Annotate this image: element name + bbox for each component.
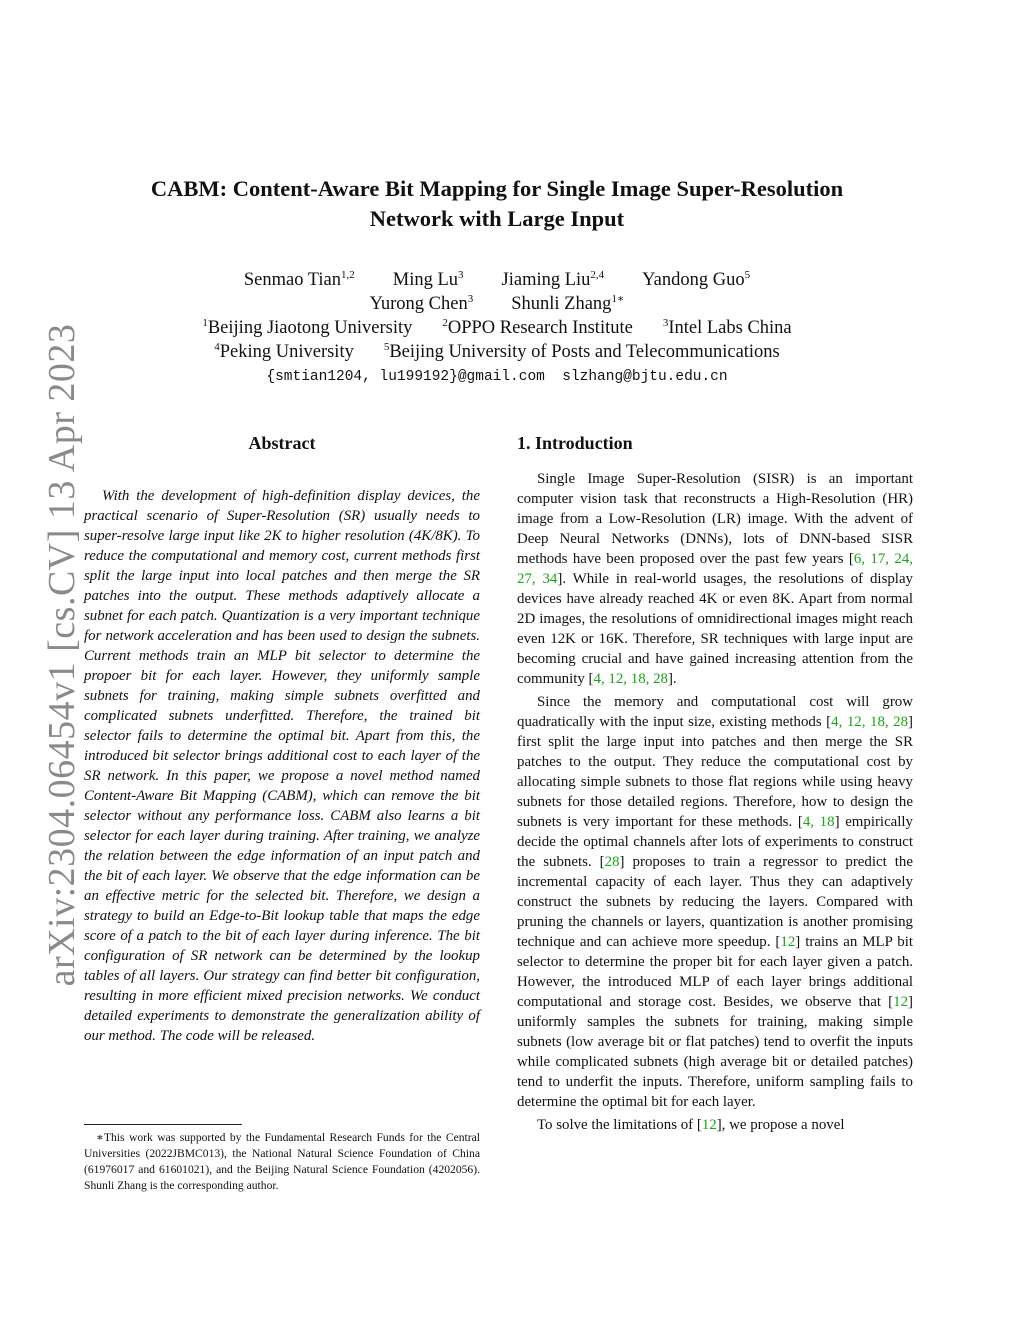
title-line-1: CABM: Content-Aware Bit Mapping for Single Image Super-Resolution [150, 176, 844, 201]
arxiv-identifier: arXiv:2304.06454v1 [cs.CV] 13 Apr 2023 [41, 323, 83, 987]
citation-link[interactable]: 28 [604, 854, 620, 870]
affiliation: $^4$Peking University [214, 341, 354, 362]
citation-link[interactable]: 12 [893, 994, 909, 1010]
authors-row-2 [100, 294, 894, 315]
citation-link[interactable]: 12 [701, 1117, 717, 1133]
affiliation: $^3$Intel Labs China [662, 317, 792, 338]
author: Yurong Chen$^3$ [369, 293, 474, 314]
affiliations-row-1 [100, 318, 894, 339]
author-emails: {smtian1204, lu199192}@gmail.com slzhang@bjtu.edu.cn [266, 369, 728, 385]
citation-link[interactable]: 4, 12, 18, 28 [593, 671, 668, 687]
footnote-rule [84, 1124, 242, 1125]
author: Senmao Tian$^{1,2}$ [243, 269, 355, 290]
affiliations-row-2 [100, 342, 894, 363]
paper-title [100, 174, 894, 234]
author: Jiaming Liu$^{2,4}$ [501, 269, 605, 290]
introduction-body [517, 469, 913, 1135]
title-line-2: Network with Large Input [369, 206, 625, 231]
author: Yandong Guo$^5$ [642, 269, 751, 290]
author: Shunli Zhang$^{1∗}$ [511, 293, 625, 314]
citation-link[interactable]: 12 [780, 934, 796, 950]
introduction-heading: 1. Introduction [517, 433, 633, 453]
intro-paragraph-1: Single Image Super-Resolution (SISR) is an important computer vision task that reconstructs a High-Resolution (HR) image from a Low-Resolution (LR) image. With the advent of Deep Neural Networks (DNNs), lots of DNN-based SISR methods have been proposed over the past few years [6, 17, 24, 27, 34]. While in real-world usages, the resolutions of display devices have already reached 4K or even 8K. Apart from normal 2D images, the resolutions of omnidirectional images might reach even 12K or 16K. Therefore, SR techniques with large input are becoming crucial and have gained increasing attention from the community [4, 12, 18, 28]. [517, 471, 913, 687]
abstract-heading: Abstract [248, 433, 316, 453]
abstract-text: With the development of high-definition display devices, the practical scenario of Super-Resolution (SR) usually needs to super-resolve large input like 2K to higher resolution (4K/8K). To reduce the computational and memory cost, current methods first split the large input into local patches and then merge the SR patches into the output. These methods adaptively allocate a subnet for each patch. Quantization is a very important technique for network acceleration and has been used to design the subnets. Current methods train an MLP bit selector to determine the propoer bit for each layer. However, they uniformly sample subnets for training, making simple subnets overfitted and complicated subnets underfitted. Therefore, the trained bit selector fails to determine the optimal bit. Apart from this, the introduced bit selector brings additional cost to each layer of the SR network. In this paper, we propose a novel method named Content-Aware Bit Mapping (CABM), which can remove the bit selector without any performance loss. CABM also learns a bit selector for each layer during training. After training, we analyze the relation between the edge information of an input patch and the bit of each layer. We observe that the edge information can be an effective metric for the selected bit. Therefore, we design a strategy to build an Edge-to-Bit lookup table that maps the edge score of a patch to the bit of each layer during inference. The bit configuration of SR network can be determined by the lookup tables of all layers. Our strategy can find better bit configuration, resulting in more efficient mixed precision networks. We conduct detailed experiments to demonstrate the generalization ability of our method. The code will be released. [84, 488, 480, 1044]
intro-paragraph-2: Since the memory and computational cost will grow quadratically with the input size, existing methods [4, 12, 18, 28] first split the large input into patches and then merge the SR patches to the output. They reduce the computational cost by allocating simple subnets to those flat regions while using heavy subnets for those detailed regions. Therefore, how to design the subnets is very important for these methods. [4, 18] empirically decide the optimal channels after lots of experiments to construct the subnets. [28] proposes to train a regressor to predict the incremental capacity of each layer. Thus they can adaptively construct the subnets by reducing the layers. Compared with pruning the channels or layers, quantization is another promising technique and can achieve more speedup. [12] trains an MLP bit selector to determine the proper bit for each layer given a patch. However, the introduced MLP of each layer brings additional computational and storage cost. Besides, we observe that [12] uniformly samples the subnets for training, making simple subnets (low average bit or flat patches) tend to overfit the inputs while complicated subnets (high average bit or detailed patches) tend to underfit the inputs. Therefore, uniform sampling fails to determine the optimal bit for each layer. [517, 694, 914, 1110]
footnote: ∗This work was supported by the Fundamental Research Funds for the Central Universities (2022JBMC013), the National Natural Science Foundation of China (61976017 and 61601021), and the Beijing Natural Science Foundation (4202056). Shunli Zhang is the corresponding author. [84, 1131, 480, 1192]
citation-link[interactable]: 4, 18 [802, 814, 835, 830]
intro-paragraph-3: To solve the limitations of [12], we propose a novel [537, 1117, 845, 1133]
author: Ming Lu$^3$ [392, 269, 464, 290]
authors-row-1 [100, 270, 894, 291]
affiliation: $^5$Beijing University of Posts and Telecommunications [383, 341, 780, 362]
citation-link[interactable]: 4, 12, 18, 28 [831, 714, 909, 730]
affiliation: $^2$OPPO Research Institute [442, 317, 633, 338]
affiliation: $^1$Beijing Jiaotong University [202, 317, 413, 338]
citation-link[interactable]: 6, 17, 24, 27, 34 [517, 551, 913, 587]
